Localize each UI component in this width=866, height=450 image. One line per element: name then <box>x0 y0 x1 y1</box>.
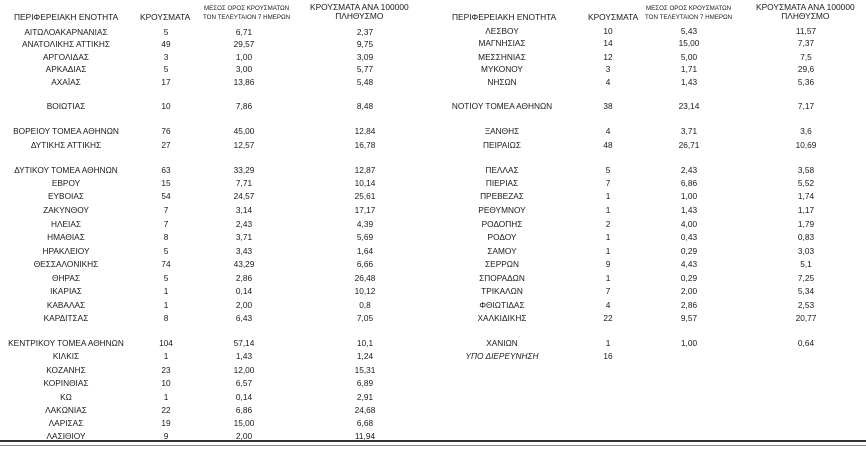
left-region-cell: ΙΚΑΡΙΑΣ <box>50 286 82 296</box>
left-avg-cell: 1,00 <box>235 52 253 62</box>
left-cases-cell: 22 <box>161 405 171 415</box>
right-region-cell: ΧΑΝΙΩΝ <box>486 338 518 348</box>
left-per100k-cell: 5,69 <box>356 232 374 242</box>
left-cases-cell: 5 <box>163 64 169 74</box>
right-per100k-cell: 1,17 <box>797 205 815 215</box>
right-region-cell: ΠΕΛΛΑΣ <box>485 165 519 175</box>
left-per100k-cell: 8,48 <box>356 101 374 111</box>
right-per100k-cell: 0,83 <box>797 232 815 242</box>
left-per100k-cell: 6,66 <box>356 259 374 269</box>
right-cases-cell: 3 <box>605 64 611 74</box>
left-cases-cell: 23 <box>161 365 171 375</box>
right-per100k-cell: 1,74 <box>797 191 815 201</box>
left-cases-cell: 9 <box>163 431 169 441</box>
right-avg-cell: 5,43 <box>680 26 698 36</box>
bottom-rule <box>0 440 866 442</box>
right-avg-cell: 6,86 <box>680 178 698 188</box>
left-cases-cell: 27 <box>161 140 171 150</box>
left-per100k-cell: 6,68 <box>356 418 374 428</box>
right-cases-cell: 48 <box>603 140 613 150</box>
left-region-cell: ΑΡΓΟΛΙΔΑΣ <box>43 52 89 62</box>
right-region-cell: ΡΕΘΥΜΝΟΥ <box>478 205 526 215</box>
left-avg-cell: 43,29 <box>233 259 255 269</box>
right-region-cell: ΠΙΕΡΙΑΣ <box>485 178 519 188</box>
left-region-cell: ΑΧΑΪΑΣ <box>51 77 81 87</box>
left-avg-cell: 6,86 <box>235 405 253 415</box>
right-per100k-cell: 7,25 <box>797 273 815 283</box>
left-cases-cell: 1 <box>163 300 169 310</box>
right-region-cell: ΛΕΣΒΟΥ <box>485 26 519 36</box>
right-avg-cell: 0,29 <box>680 273 698 283</box>
right-cases-cell: 10 <box>603 26 613 36</box>
left-cases-cell: 5 <box>163 273 169 283</box>
right-per100k-cell: 11,57 <box>795 26 817 36</box>
left-region-cell: ΚΙΛΚΙΣ <box>52 351 80 361</box>
left-region-cell: ΑΙΤΩΛΟΑΚΑΡΝΑΝΙΑΣ <box>24 27 108 37</box>
left-avg-cell: 24,57 <box>233 191 255 201</box>
left-avg-cell: 12,00 <box>233 365 255 375</box>
right-header-region: ΠΕΡΙΦΕΡΕΙΑΚΗ ΕΝΟΤΗΤΑ <box>452 12 557 22</box>
left-per100k-cell: 12,87 <box>354 165 376 175</box>
left-per100k-cell: 10,14 <box>354 178 376 188</box>
right-region-cell: ΣΑΜΟΥ <box>487 246 517 256</box>
left-region-cell: ΑΝΑΤΟΛΙΚΗΣ ΑΤΤΙΚΗΣ <box>21 39 111 49</box>
left-cases-cell: 10 <box>161 378 171 388</box>
right-avg-cell: 1,43 <box>680 77 698 87</box>
right-header-avg: ΜΕΣΟΣ ΟΡΟΣ ΚΡΟΥΣΜΑΤΩΝ ΤΟΝ ΤΕΛΕΥΤΑΙΟΝ 7 ΗΜΕΡΩΝ <box>645 5 733 21</box>
left-per100k-cell: 25,61 <box>354 191 376 201</box>
left-avg-cell: 2,00 <box>235 431 253 441</box>
left-per100k-cell: 26,48 <box>354 273 376 283</box>
left-avg-cell: 6,57 <box>235 378 253 388</box>
right-per100k-cell: 3,58 <box>797 165 815 175</box>
right-region-cell: ΠΕΙΡΑΙΩΣ <box>483 140 521 150</box>
right-cases-cell: 4 <box>605 126 611 136</box>
left-region-cell: ΖΑΚΥΝΘΟΥ <box>43 205 89 215</box>
left-region-cell: ΗΛΕΙΑΣ <box>50 219 82 229</box>
left-per100k-cell: 10,1 <box>356 338 374 348</box>
left-region-cell: ΚΕΝΤΡΙΚΟΥ ΤΟΜΕΑ ΑΘΗΝΩΝ <box>8 338 124 348</box>
left-cases-cell: 3 <box>163 52 169 62</box>
left-per100k-cell: 4,39 <box>356 219 374 229</box>
right-avg-cell: 23,14 <box>678 101 700 111</box>
left-cases-cell: 8 <box>163 313 169 323</box>
bottom-rule-thin <box>0 445 866 446</box>
left-region-cell: ΚΩ <box>60 392 72 402</box>
left-avg-cell: 12,57 <box>233 140 255 150</box>
right-cases-cell: 1 <box>605 191 611 201</box>
right-cases-cell: 16 <box>603 351 613 361</box>
left-avg-cell: 2,86 <box>235 273 253 283</box>
left-cases-cell: 1 <box>163 286 169 296</box>
right-cases-cell: 4 <box>605 300 611 310</box>
left-cases-cell: 17 <box>161 77 171 87</box>
right-region-cell: ΝΗΣΩΝ <box>487 77 517 87</box>
left-region-cell: ΚΑΡΔΙΤΣΑΣ <box>43 313 89 323</box>
left-per100k-cell: 1,24 <box>356 351 374 361</box>
right-region-cell: ΜΕΣΣΗΝΙΑΣ <box>478 52 526 62</box>
left-avg-cell: 7,86 <box>235 101 253 111</box>
right-region-cell: ΦΘΙΩΤΙΔΑΣ <box>479 300 525 310</box>
right-per100k-cell: 5,36 <box>797 77 815 87</box>
left-avg-cell: 3,00 <box>235 64 253 74</box>
left-avg-cell: 6,43 <box>235 313 253 323</box>
right-avg-cell: 1,43 <box>680 205 698 215</box>
left-avg-cell: 3,14 <box>235 205 253 215</box>
right-avg-cell: 9,57 <box>680 313 698 323</box>
right-per100k-cell: 3,6 <box>800 126 812 136</box>
right-cases-cell: 12 <box>603 52 613 62</box>
left-region-cell: ΚΑΒΑΛΑΣ <box>46 300 86 310</box>
left-region-cell: ΛΑΚΩΝΙΑΣ <box>45 405 87 415</box>
left-region-cell: ΒΟΙΩΤΙΑΣ <box>46 101 86 111</box>
right-per100k-cell: 7,37 <box>797 38 815 48</box>
right-avg-cell: 0,43 <box>680 232 698 242</box>
left-region-cell: ΑΡΚΑΔΙΑΣ <box>45 64 87 74</box>
left-per100k-cell: 1,64 <box>356 246 374 256</box>
left-region-cell: ΚΟΡΙΝΘΙΑΣ <box>43 378 89 388</box>
left-cases-cell: 15 <box>161 178 171 188</box>
left-cases-cell: 76 <box>161 126 171 136</box>
right-region-cell: ΥΠΟ ΔΙΕΡΕΥΝΗΣΗ <box>465 351 539 361</box>
left-avg-cell: 33,29 <box>233 165 255 175</box>
left-cases-cell: 5 <box>163 246 169 256</box>
right-region-cell: ΞΑΝΘΗΣ <box>484 126 520 136</box>
left-per100k-cell: 12,84 <box>354 126 376 136</box>
right-avg-cell: 2,00 <box>680 286 698 296</box>
left-cases-cell: 10 <box>161 101 171 111</box>
left-cases-cell: 74 <box>161 259 171 269</box>
left-region-cell: ΗΡΑΚΛΕΙΟΥ <box>42 246 90 256</box>
left-avg-cell: 3,43 <box>235 246 253 256</box>
left-per100k-cell: 11,94 <box>354 431 376 441</box>
left-per100k-cell: 9,75 <box>356 39 374 49</box>
left-per100k-cell: 16,78 <box>354 140 376 150</box>
right-per100k-cell: 1,79 <box>797 219 815 229</box>
left-cases-cell: 8 <box>163 232 169 242</box>
right-header-per100k: ΚΡΟΥΣΜΑΤΑ ΑΝΑ 100000 ΠΛΗΘΥΣΜΟ <box>756 2 855 21</box>
right-avg-cell: 2,86 <box>680 300 698 310</box>
right-cases-cell: 14 <box>603 38 613 48</box>
left-avg-cell: 7,71 <box>235 178 253 188</box>
right-avg-cell: 5,00 <box>680 52 698 62</box>
right-region-cell: ΜΑΓΝΗΣΙΑΣ <box>478 38 526 48</box>
right-cases-cell: 1 <box>605 205 611 215</box>
left-avg-cell: 2,00 <box>235 300 253 310</box>
right-per100k-cell: 3,03 <box>797 246 815 256</box>
right-per100k-cell: 5,34 <box>797 286 815 296</box>
right-avg-cell: 1,71 <box>680 64 698 74</box>
right-region-cell: ΡΟΔΟΥ <box>487 232 517 242</box>
left-cases-cell: 104 <box>159 338 173 348</box>
left-per100k-cell: 0,8 <box>359 300 371 310</box>
right-avg-cell: 1,00 <box>680 338 698 348</box>
left-per100k-cell: 10,12 <box>354 286 376 296</box>
left-region-cell: ΘΗΡΑΣ <box>51 273 81 283</box>
right-cases-cell: 22 <box>603 313 613 323</box>
right-avg-cell: 26,71 <box>678 140 700 150</box>
right-avg-cell: 4,43 <box>680 259 698 269</box>
left-per100k-cell: 5,77 <box>356 64 374 74</box>
left-cases-cell: 63 <box>161 165 171 175</box>
left-region-cell: ΕΒΡΟΥ <box>51 178 81 188</box>
left-avg-cell: 3,71 <box>235 232 253 242</box>
left-per100k-cell: 6,89 <box>356 378 374 388</box>
left-region-cell: ΗΜΑΘΙΑΣ <box>47 232 85 242</box>
left-header-cases: ΚΡΟΥΣΜΑΤΑ <box>140 12 191 22</box>
left-per100k-cell: 24,68 <box>354 405 376 415</box>
left-cases-cell: 7 <box>163 205 169 215</box>
left-avg-cell: 29,57 <box>233 39 255 49</box>
right-region-cell: ΡΟΔΟΠΗΣ <box>481 219 523 229</box>
right-per100k-cell: 10,69 <box>795 140 817 150</box>
left-cases-cell: 1 <box>163 392 169 402</box>
right-avg-cell: 15,00 <box>678 38 700 48</box>
left-cases-cell: 19 <box>161 418 171 428</box>
left-per100k-cell: 5,48 <box>356 77 374 87</box>
right-avg-cell: 0,29 <box>680 246 698 256</box>
right-per100k-cell: 5,52 <box>797 178 815 188</box>
left-cases-cell: 49 <box>161 39 171 49</box>
right-cases-cell: 1 <box>605 232 611 242</box>
left-region-cell: ΚΟΖΑΝΗΣ <box>46 365 86 375</box>
right-per100k-cell: 0,64 <box>797 338 815 348</box>
right-cases-cell: 1 <box>605 338 611 348</box>
left-region-cell: ΛΑΣΙΘΙΟΥ <box>46 431 86 441</box>
right-cases-cell: 5 <box>605 165 611 175</box>
left-header-per100k: ΚΡΟΥΣΜΑΤΑ ΑΝΑ 100000 ΠΛΗΘΥΣΜΟ <box>310 2 409 21</box>
left-per100k-cell: 3,09 <box>356 52 374 62</box>
left-avg-cell: 13,86 <box>233 77 255 87</box>
right-per100k-cell: 5,1 <box>800 259 812 269</box>
right-region-cell: ΝΟΤΙΟΥ ΤΟΜΕΑ ΑΘΗΝΩΝ <box>451 101 553 111</box>
left-per100k-cell: 17,17 <box>354 205 376 215</box>
right-cases-cell: 2 <box>605 219 611 229</box>
right-region-cell: ΧΑΛΚΙΔΙΚΗΣ <box>477 313 527 323</box>
left-per100k-cell: 2,37 <box>356 27 374 37</box>
right-cases-cell: 9 <box>605 259 611 269</box>
right-region-cell: ΠΡΕΒΕΖΑΣ <box>480 191 524 201</box>
right-region-cell: ΤΡΙΚΑΛΩΝ <box>481 286 523 296</box>
right-avg-cell: 1,00 <box>680 191 698 201</box>
left-avg-cell: 15,00 <box>233 418 255 428</box>
left-region-cell: ΔΥΤΙΚΗΣ ΑΤΤΙΚΗΣ <box>30 140 102 150</box>
right-region-cell: ΣΠΟΡΑΔΩΝ <box>479 273 525 283</box>
left-region-cell: ΛΑΡΙΣΑΣ <box>48 418 84 428</box>
left-header-region: ΠΕΡΙΦΕΡΕΙΑΚΗ ΕΝΟΤΗΤΑ <box>14 12 119 22</box>
left-avg-cell: 2,43 <box>235 219 253 229</box>
left-per100k-cell: 7,05 <box>356 313 374 323</box>
right-header-cases: ΚΡΟΥΣΜΑΤΑ <box>588 12 639 22</box>
left-region-cell: ΒΟΡΕΙΟΥ ΤΟΜΕΑ ΑΘΗΝΩΝ <box>13 126 119 136</box>
right-per100k-cell: 29,6 <box>797 64 815 74</box>
left-avg-cell: 0,14 <box>235 392 253 402</box>
left-avg-cell: 45,00 <box>233 126 255 136</box>
right-cases-cell: 7 <box>605 286 611 296</box>
left-avg-cell: 57,14 <box>233 338 255 348</box>
right-per100k-cell: 2,53 <box>797 300 815 310</box>
left-cases-cell: 5 <box>163 27 169 37</box>
right-per100k-cell: 20,77 <box>795 313 817 323</box>
left-cases-cell: 1 <box>163 351 169 361</box>
right-per100k-cell: 7,5 <box>800 52 812 62</box>
left-avg-cell: 0,14 <box>235 286 253 296</box>
right-avg-cell: 3,71 <box>680 126 698 136</box>
right-avg-cell: 4,00 <box>680 219 698 229</box>
left-avg-cell: 1,43 <box>235 351 253 361</box>
left-per100k-cell: 2,91 <box>356 392 374 402</box>
right-avg-cell: 2,43 <box>680 165 698 175</box>
left-region-cell: ΕΥΒΟΙΑΣ <box>47 191 85 201</box>
left-avg-cell: 6,71 <box>235 27 253 37</box>
left-header-avg: ΜΕΣΟΣ ΟΡΟΣ ΚΡΟΥΣΜΑΤΩΝ ΤΟΝ ΤΕΛΕΥΤΑΙΟΝ 7 ΗΜΕΡΩΝ <box>203 5 291 21</box>
right-cases-cell: 1 <box>605 246 611 256</box>
left-cases-cell: 54 <box>161 191 171 201</box>
left-per100k-cell: 15,31 <box>354 365 376 375</box>
right-cases-cell: 7 <box>605 178 611 188</box>
left-cases-cell: 7 <box>163 219 169 229</box>
right-cases-cell: 1 <box>605 273 611 283</box>
right-region-cell: ΣΕΡΡΩΝ <box>485 259 519 269</box>
left-region-cell: ΔΥΤΙΚΟΥ ΤΟΜΕΑ ΑΘΗΝΩΝ <box>14 165 118 175</box>
right-cases-cell: 38 <box>603 101 613 111</box>
right-cases-cell: 4 <box>605 77 611 87</box>
left-region-cell: ΘΕΣΣΑΛΟΝΙΚΗΣ <box>33 259 99 269</box>
right-per100k-cell: 7,17 <box>797 101 815 111</box>
right-region-cell: ΜΥΚΟΝΟΥ <box>481 64 523 74</box>
